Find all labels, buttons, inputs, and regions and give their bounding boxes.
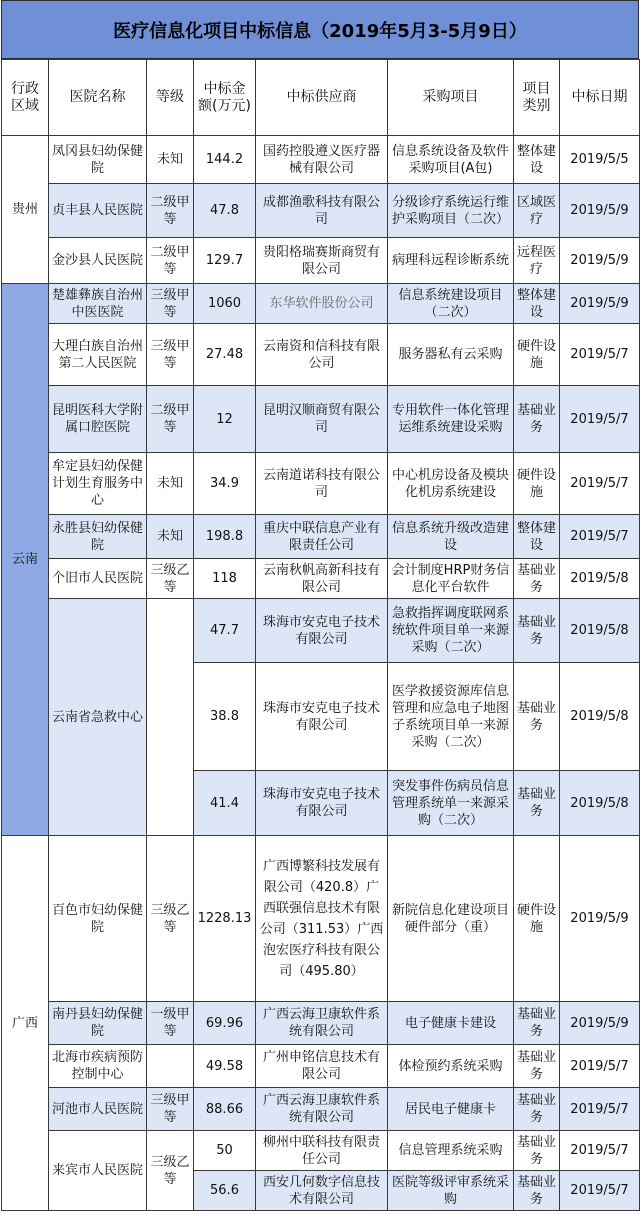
supplier-cell: 珠海市安克电子技术有限公司 bbox=[256, 771, 388, 836]
hospital-cell: 云南省急救中心 bbox=[49, 599, 147, 836]
grade-cell: 二级甲等 bbox=[147, 386, 194, 453]
category-cell: 基础业务 bbox=[514, 663, 560, 771]
grade-cell: 未知 bbox=[147, 453, 194, 515]
table-row bbox=[2, 136, 640, 184]
supplier-cell: 柳州中联科技有限责任公司 bbox=[256, 1131, 388, 1171]
table-row bbox=[2, 324, 640, 386]
category-cell: 硬件设施 bbox=[514, 453, 560, 515]
grade-cell: 二级甲等 bbox=[147, 238, 194, 284]
header-region: 行政区域 bbox=[2, 60, 49, 136]
table-row bbox=[2, 238, 640, 284]
supplier-cell: 广西云海卫康软件系统有限公司 bbox=[256, 1002, 388, 1045]
hospital-cell: 大理白族自治州第二人民医院 bbox=[49, 324, 147, 386]
supplier-cell: 云南资和信科技有限公司 bbox=[256, 324, 388, 386]
grade-cell: 三级乙等 bbox=[147, 836, 194, 1002]
project-cell: 体检预约系统采购 bbox=[388, 1045, 514, 1088]
table-row bbox=[2, 184, 640, 238]
header-amount: 中标金额(万元) bbox=[194, 60, 256, 136]
date-cell: 2019/5/8 bbox=[560, 599, 640, 663]
project-cell: 电子健康卡建设 bbox=[388, 1002, 514, 1045]
project-cell: 医院等级评审系统采购 bbox=[388, 1171, 514, 1211]
supplier-cell: 珠海市安克电子技术有限公司 bbox=[256, 599, 388, 663]
amount-cell: 47.8 bbox=[194, 184, 256, 238]
table-row bbox=[2, 1088, 640, 1131]
category-cell: 硬件设施 bbox=[514, 836, 560, 1002]
category-cell: 基础业务 bbox=[514, 1131, 560, 1171]
amount-cell: 88.66 bbox=[194, 1088, 256, 1131]
amount-cell: 47.7 bbox=[194, 599, 256, 663]
amount-cell: 1228.13 bbox=[194, 836, 256, 1002]
hospital-cell: 楚雄彝族自治州中医医院 bbox=[49, 284, 147, 324]
grade-cell: 一级甲等 bbox=[147, 1002, 194, 1045]
amount-cell: 56.6 bbox=[194, 1171, 256, 1211]
project-cell: 急救指挥调度联网系统软件项目单一来源采购（二次） bbox=[388, 599, 514, 663]
project-cell: 会计制度HRP财务信息化平台软件 bbox=[388, 559, 514, 599]
supplier-cell: 贵阳格瑞赛斯商贸有限公司 bbox=[256, 238, 388, 284]
amount-cell: 50 bbox=[194, 1131, 256, 1171]
supplier-cell: 珠海市安克电子技术有限公司 bbox=[256, 663, 388, 771]
report-container bbox=[1, 0, 639, 1211]
date-cell: 2019/5/9 bbox=[560, 184, 640, 238]
hospital-cell: 百色市妇幼保健院 bbox=[49, 836, 147, 1002]
hospital-cell: 金沙县人民医院 bbox=[49, 238, 147, 284]
table-row bbox=[2, 1045, 640, 1088]
date-cell: 2019/5/7 bbox=[560, 1171, 640, 1211]
supplier-cell: 国药控股遵义医疗器械有限公司 bbox=[256, 136, 388, 184]
amount-cell: 38.8 bbox=[194, 663, 256, 771]
table-row bbox=[2, 386, 640, 453]
table-row bbox=[2, 284, 640, 324]
date-cell: 2019/5/7 bbox=[560, 1088, 640, 1131]
amount-cell: 118 bbox=[194, 559, 256, 599]
grade-cell: 未知 bbox=[147, 515, 194, 559]
date-cell: 2019/5/9 bbox=[560, 238, 640, 284]
table-row bbox=[2, 599, 640, 663]
table-row bbox=[2, 453, 640, 515]
grade-cell: 三级甲等 bbox=[147, 284, 194, 324]
project-cell: 医学救援资源库信息管理和应急电子地图子系统项目单一来源采购（二次） bbox=[388, 663, 514, 771]
supplier-cell: 广西博繁科技发展有限公司（420.8）广西联强信息技术有限公司（311.53）广西泡宏医疗科技有限公司（495.80） bbox=[256, 836, 388, 1002]
project-cell: 突发事件伤病员信息管理系统单一来源采购（二次） bbox=[388, 771, 514, 836]
table-title: 医疗信息化项目中标信息（2019年5月3-5月9日） bbox=[1, 0, 639, 59]
category-cell: 硬件设施 bbox=[514, 324, 560, 386]
date-cell: 2019/5/8 bbox=[560, 771, 640, 836]
grade-cell: 三级乙等 bbox=[147, 1131, 194, 1211]
grade-cell: 三级甲等 bbox=[147, 324, 194, 386]
supplier-cell: 东华软件股份公司 bbox=[256, 284, 388, 324]
amount-cell: 41.4 bbox=[194, 771, 256, 836]
category-cell: 基础业务 bbox=[514, 386, 560, 453]
category-cell: 基础业务 bbox=[514, 1171, 560, 1211]
category-cell: 整体建设 bbox=[514, 284, 560, 324]
amount-cell: 198.8 bbox=[194, 515, 256, 559]
amount-cell: 34.9 bbox=[194, 453, 256, 515]
hospital-cell: 来宾市人民医院 bbox=[49, 1131, 147, 1211]
table-row bbox=[2, 1131, 640, 1171]
grade-cell: 三级甲等 bbox=[147, 1088, 194, 1131]
project-cell: 新院信息化建设项目硬件部分（重） bbox=[388, 836, 514, 1002]
hospital-cell: 河池市人民医院 bbox=[49, 1088, 147, 1131]
project-cell: 中心机房设备及模块化机房系统建设 bbox=[388, 453, 514, 515]
project-cell: 信息管理系统采购 bbox=[388, 1131, 514, 1171]
header-category: 项目类别 bbox=[514, 60, 560, 136]
amount-cell: 12 bbox=[194, 386, 256, 453]
supplier-cell: 西安几何数字信息技术有限公司 bbox=[256, 1171, 388, 1211]
project-cell: 居民电子健康卡 bbox=[388, 1088, 514, 1131]
date-cell: 2019/5/7 bbox=[560, 1131, 640, 1171]
grade-cell: 三级乙等 bbox=[147, 559, 194, 599]
grade-cell: 二级甲等 bbox=[147, 184, 194, 238]
category-cell: 基础业务 bbox=[514, 771, 560, 836]
province-cell-yunnan: 云南 bbox=[2, 284, 49, 836]
date-cell: 2019/5/7 bbox=[560, 324, 640, 386]
date-cell: 2019/5/8 bbox=[560, 559, 640, 599]
category-cell: 基础业务 bbox=[514, 1002, 560, 1045]
project-cell: 分级诊疗系统运行维护采购项目（二次） bbox=[388, 184, 514, 238]
supplier-cell: 重庆中联信息产业有限责任公司 bbox=[256, 515, 388, 559]
header-row bbox=[2, 60, 640, 136]
date-cell: 2019/5/5 bbox=[560, 136, 640, 184]
supplier-cell: 广州申铭信息技术有限公司 bbox=[256, 1045, 388, 1088]
header-supplier: 中标供应商 bbox=[256, 60, 388, 136]
supplier-cell: 广西云海卫康软件系统有限公司 bbox=[256, 1088, 388, 1131]
supplier-cell: 云南秋帆高新科技有限公司 bbox=[256, 559, 388, 599]
grade-cell bbox=[147, 599, 194, 836]
table-row bbox=[2, 836, 640, 1002]
hospital-cell: 贞丰县人民医院 bbox=[49, 184, 147, 238]
table-row bbox=[2, 559, 640, 599]
date-cell: 2019/5/9 bbox=[560, 284, 640, 324]
date-cell: 2019/5/7 bbox=[560, 386, 640, 453]
header-date: 中标日期 bbox=[560, 60, 640, 136]
hospital-cell: 牟定县妇幼保健计划生育服务中心 bbox=[49, 453, 147, 515]
province-cell-guizhou: 贵州 bbox=[2, 136, 49, 284]
supplier-cell: 成都渔歌科技有限公司 bbox=[256, 184, 388, 238]
province-cell-guangxi: 广西 bbox=[2, 836, 49, 1211]
hospital-cell: 北海市疾病预防控制中心 bbox=[49, 1045, 147, 1088]
date-cell: 2019/5/8 bbox=[560, 663, 640, 771]
category-cell: 基础业务 bbox=[514, 599, 560, 663]
category-cell: 整体建设 bbox=[514, 136, 560, 184]
date-cell: 2019/5/7 bbox=[560, 453, 640, 515]
project-cell: 信息系统建设项目（二次） bbox=[388, 284, 514, 324]
table-row bbox=[2, 1002, 640, 1045]
amount-cell: 129.7 bbox=[194, 238, 256, 284]
amount-cell: 27.48 bbox=[194, 324, 256, 386]
category-cell: 整体建设 bbox=[514, 515, 560, 559]
category-cell: 区域医疗 bbox=[514, 184, 560, 238]
project-cell: 专用软件一体化管理运维系统建设采购 bbox=[388, 386, 514, 453]
amount-cell: 69.96 bbox=[194, 1002, 256, 1045]
project-cell: 信息系统升级改造建设 bbox=[388, 515, 514, 559]
date-cell: 2019/5/7 bbox=[560, 515, 640, 559]
table-row bbox=[2, 515, 640, 559]
date-cell: 2019/5/7 bbox=[560, 1045, 640, 1088]
project-cell: 病理科远程诊断系统 bbox=[388, 238, 514, 284]
hospital-cell: 南丹县妇幼保健院 bbox=[49, 1002, 147, 1045]
hospital-cell: 昆明医科大学附属口腔医院 bbox=[49, 386, 147, 453]
supplier-cell: 昆明汉顺商贸有限公司 bbox=[256, 386, 388, 453]
supplier-cell: 云南道诺科技有限公司 bbox=[256, 453, 388, 515]
hospital-cell: 永胜县妇幼保健院 bbox=[49, 515, 147, 559]
category-cell: 基础业务 bbox=[514, 1045, 560, 1088]
category-cell: 基础业务 bbox=[514, 559, 560, 599]
bid-table bbox=[1, 59, 640, 1211]
date-cell: 2019/5/9 bbox=[560, 836, 640, 1002]
grade-cell bbox=[147, 1045, 194, 1088]
amount-cell: 1060 bbox=[194, 284, 256, 324]
date-cell: 2019/5/9 bbox=[560, 1002, 640, 1045]
project-cell: 服务器私有云采购 bbox=[388, 324, 514, 386]
project-cell: 信息系统设备及软件采购项目(A包) bbox=[388, 136, 514, 184]
hospital-cell: 个旧市人民医院 bbox=[49, 559, 147, 599]
amount-cell: 144.2 bbox=[194, 136, 256, 184]
grade-cell: 未知 bbox=[147, 136, 194, 184]
header-project: 采购项目 bbox=[388, 60, 514, 136]
header-hospital: 医院名称 bbox=[49, 60, 147, 136]
category-cell: 远程医疗 bbox=[514, 238, 560, 284]
amount-cell: 49.58 bbox=[194, 1045, 256, 1088]
category-cell: 基础业务 bbox=[514, 1088, 560, 1131]
header-grade: 等级 bbox=[147, 60, 194, 136]
hospital-cell: 凤冈县妇幼保健院 bbox=[49, 136, 147, 184]
